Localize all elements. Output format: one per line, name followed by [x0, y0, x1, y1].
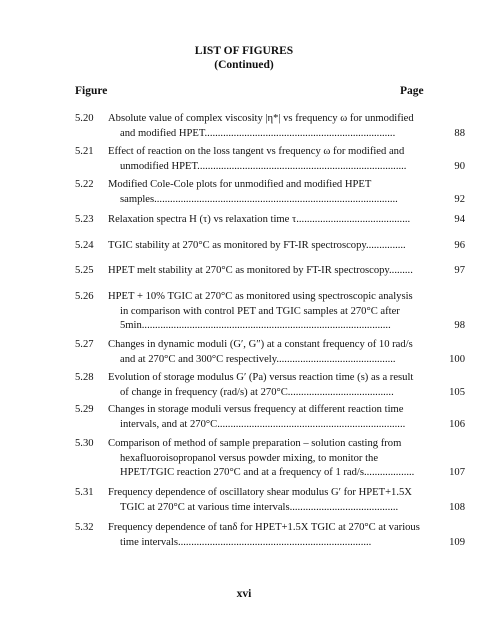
caption-line: Frequency dependence of oscillatory shear modulus G′ for HPET+1.5X [108, 487, 412, 498]
figure-caption [108, 486, 426, 515]
caption-line: Frequency dependence of tanδ for HPET+1.5X TGIC at 270°C at various [108, 522, 420, 533]
caption-line: samples............................................................................................ [120, 193, 398, 205]
page-reference: 90 [454, 160, 465, 172]
caption-line: 5min.............................................................................................. [120, 320, 391, 331]
figure-number: 5.25 [75, 265, 94, 276]
page-reference: 106 [449, 418, 465, 430]
caption-line: intervals, and at 270°C....................................................................... [120, 418, 406, 430]
caption-line: time intervals......................................................................... [120, 536, 372, 548]
caption-line: TGIC at 270°C at various time intervals......................................... [120, 501, 399, 513]
page-number: xvi [236, 588, 252, 600]
figure-number: 5.23 [75, 214, 94, 225]
page-reference: 107 [449, 467, 465, 478]
figure-caption [108, 521, 426, 550]
page-reference: 108 [449, 501, 465, 513]
caption-line: Evolution of storage modulus G′ (Pa) versus reaction time (s) as a result [108, 372, 414, 383]
caption-line: of change in frequency (rad/s) at 270°C........................................ [120, 386, 394, 398]
caption-line: and modified HPET........................................................................ [120, 127, 396, 139]
figure-caption [108, 338, 426, 367]
caption-line: Effect of reaction on the loss tangent vs frequency ω for modified and [108, 146, 405, 157]
figure-caption [108, 371, 426, 400]
figure-number: 5.28 [75, 372, 94, 383]
caption-line: unmodified HPET............................................................................... [120, 160, 407, 172]
page-reference: 105 [449, 386, 465, 398]
figure-number: 5.21 [75, 146, 94, 157]
page-subtitle: (Continued) [214, 59, 274, 71]
page-reference: 100 [449, 353, 465, 365]
figure-caption [108, 437, 426, 481]
figure-number: 5.26 [75, 291, 94, 302]
figure-caption [108, 145, 426, 174]
caption-line: TGIC stability at 270°C as monitored by FT-IR spectroscopy............... [108, 240, 406, 251]
caption-line: in comparison with control PET and TGIC samples at 270°C after [120, 305, 400, 317]
figure-caption [108, 112, 426, 141]
figure-caption [108, 213, 426, 228]
caption-line: HPET melt stability at 270°C as monitored by FT-IR spectroscopy......... [108, 265, 413, 276]
figure-caption [108, 290, 426, 334]
figure-caption [108, 178, 426, 207]
caption-line: Modified Cole-Cole plots for unmodified and modified HPET [108, 179, 372, 190]
figure-column-header: Figure [75, 85, 108, 97]
figure-number: 5.27 [75, 339, 94, 350]
page-title: LIST OF FIGURES [194, 45, 294, 57]
figure-caption [108, 403, 426, 432]
caption-line: Changes in dynamic moduli (G′, G″) at a constant frequency of 10 rad/s [108, 339, 413, 350]
page-reference: 92 [454, 193, 465, 205]
caption-line: Absolute value of complex viscosity |η*| vs frequency ω for unmodified [108, 113, 414, 124]
page-reference: 109 [449, 536, 465, 548]
caption-line: Changes in storage moduli versus frequency at different reaction time [108, 404, 404, 415]
page-reference: 94 [454, 214, 465, 225]
page-reference: 88 [454, 127, 465, 139]
figure-number: 5.29 [75, 404, 94, 415]
figure-number: 5.22 [75, 179, 94, 190]
figure-number: 5.31 [75, 487, 94, 498]
figure-number: 5.20 [75, 113, 94, 124]
caption-line: Comparison of method of sample preparation – solution casting from [108, 438, 402, 449]
caption-line: hexafluoroisopropanol versus powder mixing, to monitor the [120, 452, 379, 464]
page-column-header: Page [400, 85, 424, 97]
page-reference: 97 [454, 265, 465, 276]
figure-number: 5.32 [75, 522, 94, 533]
caption-line: HPET/TGIC reaction 270°C and at a frequency of 1 rad/s................... [120, 467, 415, 478]
caption-line: HPET + 10% TGIC at 270°C as monitored using spectroscopic analysis [108, 291, 413, 302]
figure-caption [108, 264, 426, 279]
figure-caption [108, 239, 426, 254]
caption-line: Relaxation spectra H (τ) vs relaxation time τ........................................... [108, 214, 411, 225]
caption-line: and at 270°C and 300°C respectively............................................. [120, 353, 396, 365]
figure-number: 5.24 [75, 240, 94, 251]
page-reference: 96 [454, 240, 465, 251]
figure-number: 5.30 [75, 438, 94, 449]
page-reference: 98 [454, 320, 465, 331]
